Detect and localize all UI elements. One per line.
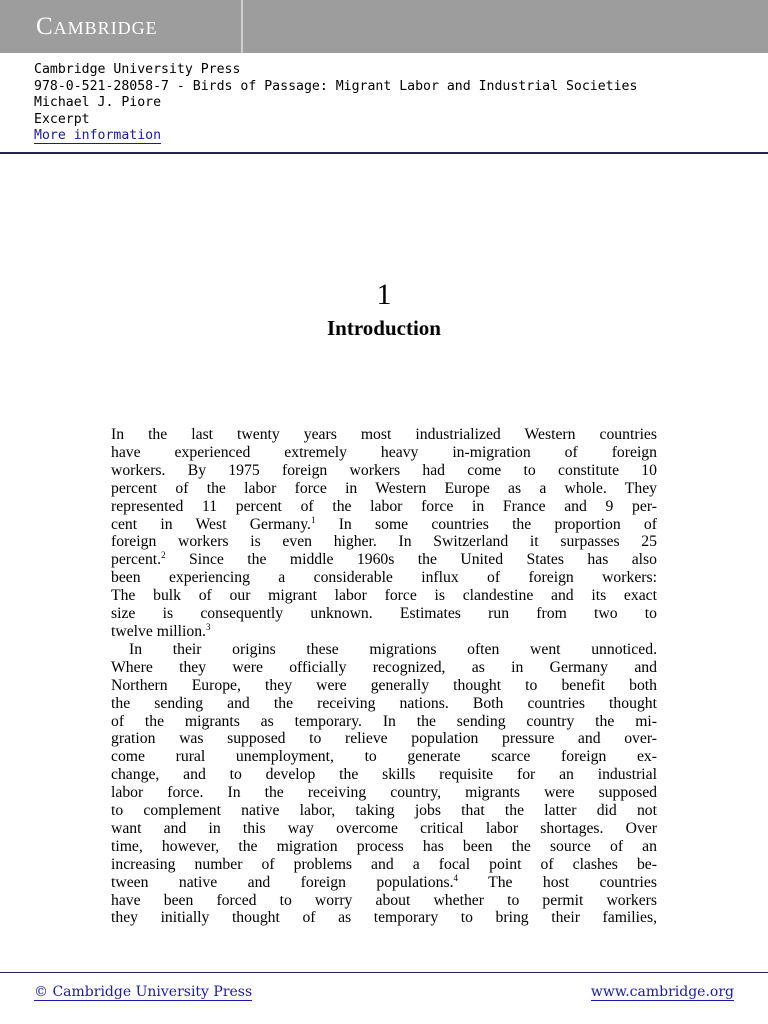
text-line: change, and to develop the skills requisite for an industrial [111,766,657,784]
isbn-title-line: 978-0-521-28058-7 - Birds of Passage: Migrant Labor and Industrial Societies [34,78,638,94]
text-line: been experiencing a considerable influx of foreign workers: [111,569,657,587]
chapter-title: Introduction [327,316,441,340]
more-information-link[interactable]: More information [34,128,162,143]
text-fragment: Since the middle 1960s the United States has also [165,551,657,569]
text-line: Northern Europe, they were generally thought to benefit both [111,676,657,694]
text-fragment: tween native and foreign populations. [111,873,454,891]
website-link[interactable]: www.cambridge.org [590,984,734,1000]
paragraph-2 [111,641,657,928]
text-line: to complement native labor, taking jobs that the latter did not [111,802,657,820]
text-line [111,516,657,534]
publisher-line: Cambridge University Press [34,62,241,77]
text-line: represented 11 percent of the labor force in France and 9 per- [111,497,657,515]
chapter-number: 1 [376,278,392,311]
text-line [111,623,657,641]
text-line: have been forced to worry about whether to permit workers [111,891,657,909]
text-line: In the last twenty years most industrialized Western countries [111,426,657,443]
paragraph-1 [111,426,657,641]
footnote-marker-2[interactable]: 2 [161,550,166,561]
text-line: foreign workers is even higher. In Switzerland it surpasses 25 [111,533,657,551]
text-line: increasing number of problems and a focal point of clashes be- [111,855,657,873]
footnote-marker-1[interactable]: 1 [310,514,316,525]
text-line: In their origins these migrations often went unnoticed. [129,640,657,658]
footnote-marker-4[interactable]: 4 [453,872,458,883]
text-line: the sending and the receiving nations. Both countries thought [111,694,657,712]
footnote-marker-3[interactable]: 3 [205,621,211,632]
text-line: time, however, the migration process has been the source of an [111,837,657,855]
text-fragment: percent. [111,551,162,569]
text-line: gration was supposed to relieve population pressure and over- [111,730,657,748]
header-divider [241,0,243,53]
author-line: Michael J. Piore [34,95,162,110]
text-fragment: twelve million. [111,622,206,640]
text-line [111,551,657,569]
copyright-link[interactable]: © Cambridge University Press [34,984,253,1000]
cambridge-logo[interactable]: Cambridge [36,13,158,40]
chapter-body [111,426,657,927]
text-line: workers. By 1975 foreign workers had come to constitute 10 [111,461,657,479]
footer-rule [0,972,768,973]
text-line: Where they were officially recognized, as in Germany and [111,658,657,676]
header-bar [0,0,768,53]
header-rule [0,152,768,154]
excerpt-label: Excerpt [34,111,90,127]
text-line: The bulk of our migrant labor force is clandestine and its exact [111,587,657,605]
text-line: of the migrants as temporary. In the sending country the mi- [111,712,657,730]
text-line: labor force. In the receiving country, migrants were supposed [111,784,657,802]
text-fragment: cent in West Germany. [111,515,311,533]
text-line: want and in this way overcome critical labor shortages. Over [111,819,657,837]
text-line: percent of the labor force in Western Europe as a whole. They [111,479,657,497]
text-fragment: The host countries [458,873,657,891]
text-fragment: In some countries the proportion of [315,515,657,533]
book-metadata [34,62,637,145]
text-line: come rural unemployment, to generate scarce foreign ex- [111,748,657,766]
text-line: have experienced extremely heavy in-migration of foreign [111,443,657,461]
text-line: they initially thought of as temporary to bring their families, [111,909,657,927]
text-line [111,874,657,892]
text-line: size is consequently unknown. Estimates run from two to [111,605,657,623]
